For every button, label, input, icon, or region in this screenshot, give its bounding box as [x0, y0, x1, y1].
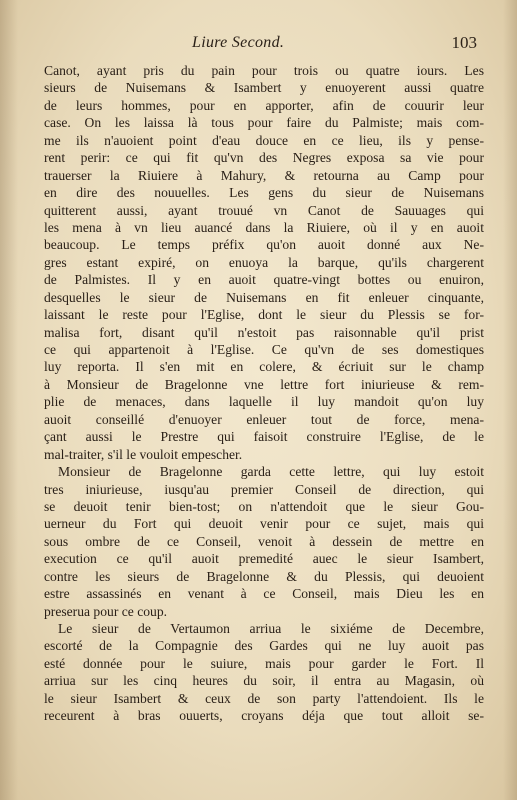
- paragraph-end-line: mal-traiter, s'il le vouloit empescher.: [44, 446, 243, 462]
- text-line: gres estant expiré, on enuoya la barque, qu'ils chargerent: [44, 254, 484, 270]
- text-line: plie de menaces, dans laquelle il luy mandoit qu'on luy: [44, 394, 484, 410]
- text-line: rent perir: ce qui fit qu'vn des Negres exposa sa vie pour: [44, 150, 484, 166]
- text-line: estre assassinés en venant à ce Conseil, mais Dieu les en: [44, 586, 484, 602]
- text-line: contre les sieurs de Bragelonne & du Plessis, qui deuoient: [44, 568, 484, 584]
- text-line: les mena à vn lieu auancé dans la Riuiere, où il y en auoit: [44, 219, 484, 235]
- text-line: sieurs de Nuisemans & Isambert y enuoyerent aussi quatre: [44, 80, 484, 96]
- text-line: à Monsieur de Bragelonne vne lettre fort iniurieuse & rem-: [44, 376, 484, 392]
- text-line: execution ce qu'il auoit premedité auec le sieur Isambert,: [44, 551, 484, 567]
- text-line: arriua sur les cinq heures du soir, il entra au Magasin, où: [44, 673, 484, 689]
- page-header: [40, 34, 477, 58]
- text-line: receurent à bras ouuerts, croyans déja que tout alloit se-: [44, 708, 484, 724]
- page-number: 103: [451, 33, 477, 52]
- text-line: escorté de la Compagnie des Gardes qui ne luy auoit pas: [44, 638, 484, 654]
- paragraph-start-line: Le sieur de Vertaumon arriua le sixiéme de Decembre,: [58, 621, 484, 636]
- running-head: Liure Second.: [192, 34, 285, 51]
- text-line: esté donnée pour le suiure, mais pour garder le Fort. Il: [44, 655, 484, 671]
- text-line: ce qui appartenoit à l'Eglise. Ce qu'vn de ses domestiques: [44, 342, 484, 357]
- text-line: malisa fort, disant qu'il n'estoit pas raisonnable qu'il prist: [44, 324, 484, 340]
- text-line: Canot, ayant pris du pain pour trois ou quatre iours. Les: [44, 63, 484, 78]
- text-line: trauerser la Riuiere à Mahury, & retourna au Camp pour: [44, 167, 484, 183]
- text-line: çant aussi le Prestre qui faisoit construire l'Eglise, de le: [44, 429, 484, 445]
- text-line: tres iniurieuse, iusqu'au premier Conseil de direction, qui: [44, 481, 484, 497]
- text-line: le sieur Isambert & ceux de son party l'attendoient. Ils le: [44, 690, 484, 706]
- paragraph-start-line: Monsieur de Bragelonne garda cette lettre, qui luy estoit: [58, 464, 484, 480]
- text-line: uerneur du Fort qui deuoit venir pour ce sujet, mais qui: [44, 516, 484, 532]
- text-line: de Palmistes. Il y en auoit quatre-vingt bottes ou enuiron,: [44, 272, 484, 288]
- text-line: case. On les laissa là tous pour faire du Palmiste; mais com-: [44, 115, 484, 131]
- text-line: en dire des nouuelles. Les gens du sieur de Nuisemans: [44, 185, 484, 201]
- text-line: sous ombre de ce Conseil, venoit à dessein de mettre en: [44, 533, 484, 549]
- text-line: laissant le reste pour l'Eglise, dont le sieur du Plessis se for-: [44, 307, 484, 323]
- text-line: se deuoit tenir bien-tost; on n'attendoit que le sieur Gou-: [44, 498, 484, 514]
- body-text: [44, 62, 484, 725]
- paragraph-end-line: preserua pour ce coup.: [44, 603, 168, 619]
- text-line: luy reporta. Il s'en mit en colere, & écriuit sur le champ: [44, 359, 484, 375]
- text-line: quitterent aussi, ayant trouué vn Canot de Sauuages qui: [44, 202, 484, 218]
- text-line: desquelles le sieur de Nuisemans en fit enleuer cinquante,: [44, 289, 484, 305]
- text-line: me ils n'auoient point d'eau douce en ce lieu, ils y pense-: [44, 132, 484, 148]
- text-line: de leurs hommes, pour en apporter, afin de couurir leur: [44, 97, 484, 113]
- text-line: auoit conseillé d'enuoyer enleuer tout de force, mena-: [44, 411, 484, 427]
- text-line: beaucoup. Le temps préfix qu'on auoit donné aux Ne-: [44, 237, 484, 253]
